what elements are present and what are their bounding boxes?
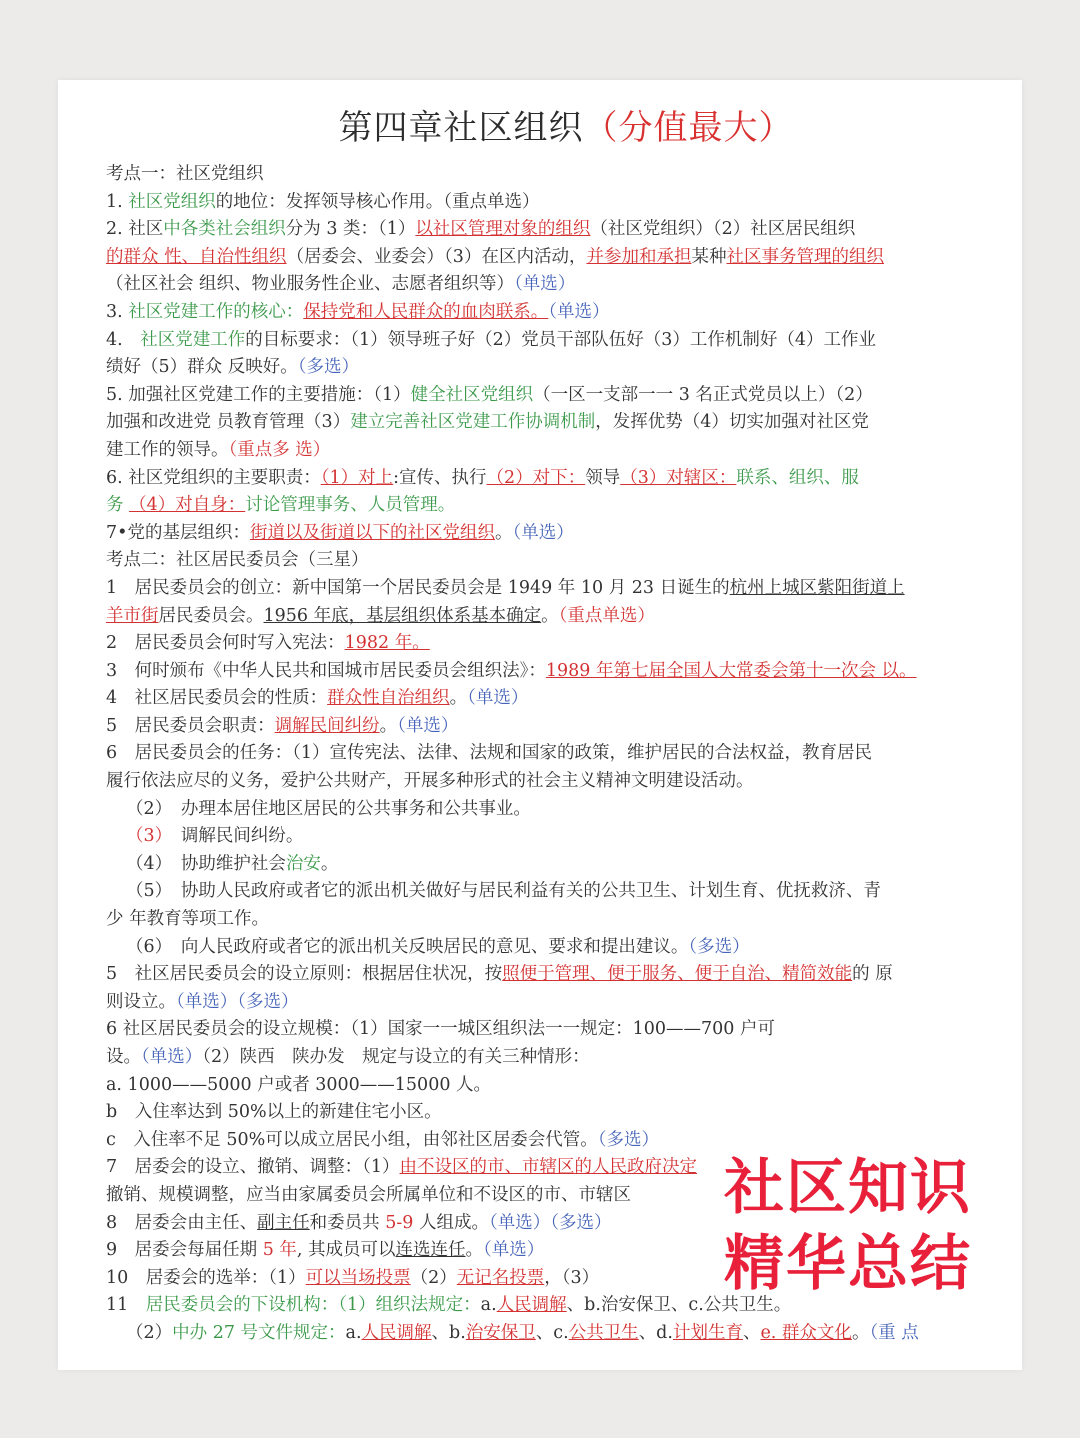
doc-line: （2） 办理本居住地区居民的公共事务和公共事业。	[126, 798, 531, 819]
doc-line: （5） 协助人民政府或者它的派出机关做好与居民利益有关的公共卫生、计划生育、优抚救济、青	[126, 881, 881, 902]
doc-line: 10 居委会的选举：（1）可以当场投票（2）无记名投票，（3）	[106, 1267, 600, 1288]
doc-line: b 入住率达到 50%以上的新建住宅小区。	[106, 1102, 442, 1123]
doc-line: 1. 社区党组织的地位：发挥领导核心作用。（重点单选）	[106, 191, 540, 212]
doc-line: （4） 协助维护社会治安。	[126, 853, 339, 874]
doc-line: 务 （4）对自身：讨论管理事务、人员管理。	[106, 495, 456, 516]
doc-line: 羊市街居民委员会。1956 年底，基层组织体系基本确定。（重点单选）	[106, 605, 655, 626]
doc-line: c 入住率不足 50%可以成立居民小组，由邻社区居委会代管。（多选）	[106, 1129, 660, 1150]
doc-line: 2 居民委员会何时写入宪法：1982 年。	[106, 633, 430, 654]
doc-line: 5 社区居民委员会的设立原则：根据居住状况，按照便于管理、便于服务、便于自治、精简效能的 原	[106, 964, 893, 985]
section-heading: 考点一：社区党组织	[106, 164, 264, 184]
doc-line: 建工作的领导。（重点多 选）	[106, 439, 331, 460]
doc-line: 绩好（5）群众 反映好。（多选）	[106, 357, 359, 378]
doc-line: 11 居民委员会的下设机构：（1）组织法规定：a.人民调解、b.治安保卫、c.公共卫生。	[106, 1295, 792, 1316]
page-title: 第四章社区组织（分值最大）	[338, 108, 794, 148]
doc-line: 6 社区居民委员会的设立规模：（1）国家一一城区组织法一一规定：100——700 户可	[106, 1019, 775, 1040]
doc-line: 7 居委会的设立、撤销、调整：（1）由不设区的市、市辖区的人民政府决定	[106, 1157, 698, 1178]
doc-line: 1 居民委员会的创立：新中国第一个居民委员会是 1949 年 10 月 23 日诞生的杭州上城区紫阳街道上	[106, 577, 905, 598]
doc-line: 撤销、规模调整，应当由家属委员会所属单位和不设区的市、市辖区	[106, 1184, 631, 1205]
doc-line: 的群众 性、自治性组织（居委会、业委会）（3）在区内活动，并参加和承担某种社区事务管理的组织	[106, 246, 884, 267]
doc-line: （6） 向人民政府或者它的派出机关反映居民的意见、要求和提出建议。（多选）	[126, 936, 750, 957]
doc-line: 履行依法应尽的义务，爱护公共财产，开展多种形式的社会主义精神文明建设活动。	[106, 771, 754, 792]
overlay-line: 精华总结	[724, 1229, 972, 1299]
doc-line: 加强和改进党 员教育管理（3）建立完善社区党建工作协调机制，发挥优势（4）切实加强对社区党	[106, 412, 869, 433]
doc-line: 4 社区居民委员会的性质：群众性自治组织。（单选）	[106, 688, 529, 709]
overlay-line: 社区知识	[724, 1153, 972, 1223]
doc-line: 8 居委会由主任、副主任和委员共 5-9 人组成。（单选）（多选）	[106, 1212, 612, 1233]
doc-line: 3. 社区党建工作的核心：保持党和人民群众的血肉联系。（单选）	[106, 301, 610, 322]
doc-line: a. 1000——5000 户或者 3000——15000 人。	[106, 1074, 492, 1095]
doc-line: 则设立。（单选）（多选）	[106, 991, 299, 1012]
doc-line: 2. 社区中各类社会组织分为 3 类：（1）以社区管理对象的组织（社区党组织）（2）社区居民组织	[106, 219, 856, 240]
doc-line: 4. 社区党建工作的目标要求：（1）领导班子好（2）党员干部队伍好（3）工作机制好（4）工作业	[106, 329, 876, 350]
doc-line: （2）中办 27 号文件规定：a.人民调解、b.治安保卫、c.公共卫生、d.计划生育、e. 群众文化。（重 点	[126, 1322, 919, 1343]
section-heading: 考点二：社区居民委员会（三星）	[106, 550, 369, 571]
doc-line: 6 居民委员会的任务：（1）宣传宪法、法律、法规和国家的政策，维护居民的合法权益，教育居民	[106, 743, 873, 764]
doc-line: 5. 加强社区党建工作的主要措施：（1）健全社区党组织（一区一支部一一 3 名正式党员以上）（2）	[106, 384, 873, 405]
promo-overlay-text	[698, 1150, 998, 1302]
doc-line: 3 何时颁布《中华人民共和国城市居民委员会组织法》：1989 年第七届全国人大常委会第十一次会 以。	[106, 660, 917, 681]
doc-line: （3） 调解民间纠纷。	[126, 826, 304, 847]
doc-line: 6. 社区党组织的主要职责：（1）对上:宣传、执行（2）对下：领导（3）对辖区：联系、组织、服	[106, 467, 859, 488]
doc-line: 5 居民委员会职责：调解民间纠纷。（单选）	[106, 715, 459, 736]
doc-line: 9 居委会每届任期 5 年, 其成员可以连选连任。（单选）	[106, 1240, 545, 1261]
doc-line: 设。（单选）（2）陕西 陕办发 规定与设立的有关三种情形：	[106, 1047, 590, 1067]
doc-line: 7•党的基层组织：街道以及街道以下的社区党组织。（单选）	[106, 522, 574, 543]
doc-line: 少 年教育等项工作。	[106, 909, 270, 930]
doc-line: （社区社会 组织、物业服务性企业、志愿者组织等）（单选）	[106, 274, 576, 295]
